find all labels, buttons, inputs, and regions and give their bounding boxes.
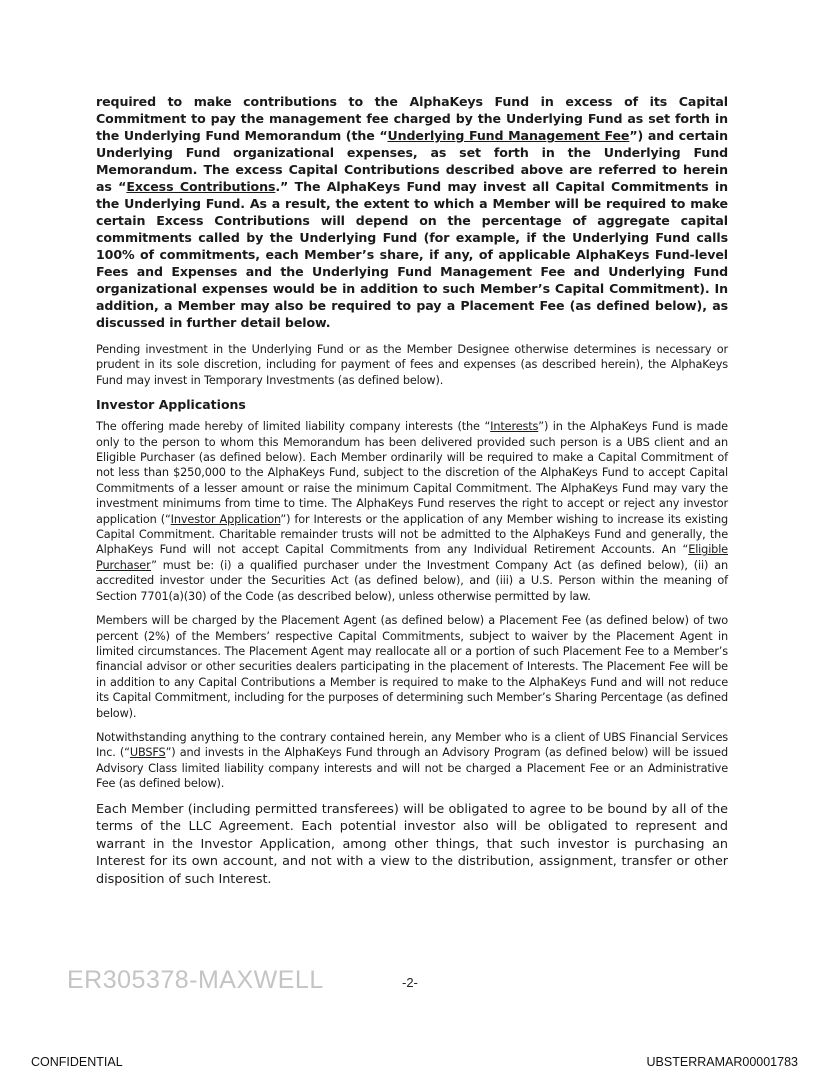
offering-paragraph: The offering made hereby of limited liability company interests (the “Interests”) in the AlphaKeys Fund is made only to the person to whom this Memorandum has been delivered provided such person is a UBS client and an Eligible Purchaser (as defined below). Each Member ordinarily will be required to make a Capital Commitment of not less than $250,000 to the AlphaKeys Fund, subject to the discretion of the AlphaKeys Fund to accept Capital Commitments of a lesser amount or raise the minimum Capital Commitment. The AlphaKeys Fund may vary the investment minimums from time to time. The AlphaKeys Fund reserves the right to accept or reject any investor application (“Investor Application”) for Interests or the application of any Member wishing to increase its existing Capital Commitment. Charitable remainder trusts will not be admitted to the AlphaKeys Fund and generally, the AlphaKeys Fund will not accept Capital Commitments from any Individual Retirement Accounts. An “Eligible Purchaser” must be: (i) a qualified purchaser under the Investment Company Act (as defined below), (ii) an accredited investor under the Securities Act (as defined below), and (iii) a U.S. Person within the meaning of Section 7701(a)(30) of the Code (as described below), unless otherwise permitted by law. <box>96 420 728 603</box>
ubsfs-paragraph: Notwithstanding anything to the contrary contained herein, any Member who is a client of UBS Financial Services Inc. (“UBSFS”) and invests in the AlphaKeys Fund through an Advisory Program (as defined below) will be issued Advisory Class limited liability company interests and will not be charged a Placement Fee or an Administrative Fee (as defined below). <box>96 730 728 791</box>
bates-number: UBSTERRAMAR00001783 <box>646 1055 798 1069</box>
defined-term-excess-contributions: Excess Contributions <box>126 179 276 194</box>
placement-fee-paragraph: Members will be charged by the Placement Agent (as defined below) a Placement Fee (as defined below) of two percent (2%) of the Members’ respective Capital Commitments, subject to waiver by the Placement Agent in limited circumstances. The Placement Agent may reallocate all or a portion of such Placement Fee to a Member’s financial advisor or other securities dealers participating in the placement of Interests. The Placement Fee will be in addition to any Capital Contributions a Member is required to make to the AlphaKeys Fund and will not reduce its Capital Commitment, including for the purposes of determining such Member’s Sharing Percentage (as defined below). <box>96 614 728 720</box>
pending-investment-paragraph: Pending investment in the Underlying Fund or as the Member Designee otherwise determines is necessary or prudent in its sole discretion, including for payment of fees and expenses (as described herein), the AlphaKeys Fund may invest in Temporary Investments (as defined below). <box>96 343 728 387</box>
section-heading: Investor Applications <box>96 397 246 413</box>
defined-term-eligible-purchaser: Eligible Purchaser <box>96 543 728 572</box>
excess-contributions-paragraph: required to make contributions to the AlphaKeys Fund in excess of its Capital Commitment to pay the management fee charged by the Underlying Fund as set forth in the Underlying Fund Memorandum (the “Underlying Fund Management Fee”) and certain Underlying Fund organizational expenses, as set forth in the Underlying Fund Memorandum. The excess Capital Contributions described above are referred to herein as “Excess Contributions.” The AlphaKeys Fund may invest all Capital Commitments in the Underlying Fund. As a result, the extent to which a Member will be required to make certain Excess Contributions will depend on the percentage of aggregate capital commitments called by the Underlying Fund (for example, if the Underlying Fund calls 100% of commitments, each Member’s share, if any, of applicable AlphaKeys Fund-level Fees and Expenses and the Underlying Fund Management Fee and Underlying Fund organizational expenses would be in addition to such Member’s Capital Commitment). In addition, a Member may also be required to pay a Placement Fee (as defined below), as discussed in further detail below. <box>96 94 729 330</box>
member-obligation-paragraph: Each Member (including permitted transferees) will be obligated to agree to be bound by all of the terms of the LLC Agreement. Each potential investor also will be obligated to represent and warrant in the Investor Application, among other things, that such investor is purchasing an Interest for its own account, and not with a view to the distribution, assignment, transfer or other disposition of such Interest. <box>96 801 728 887</box>
confidential-label: CONFIDENTIAL <box>31 1055 123 1069</box>
defined-term-investor-application: Investor Application <box>170 512 281 526</box>
defined-term-underlying-fund-management-fee: Underlying Fund Management Fee <box>387 128 630 143</box>
document-body <box>96 93 728 898</box>
defined-term-interests: Interests <box>490 420 539 434</box>
defined-term-ubsfs: UBSFS <box>129 746 166 760</box>
page-number: -2- <box>402 975 418 990</box>
watermark-document-id: ER305378-MAXWELL <box>67 966 324 994</box>
